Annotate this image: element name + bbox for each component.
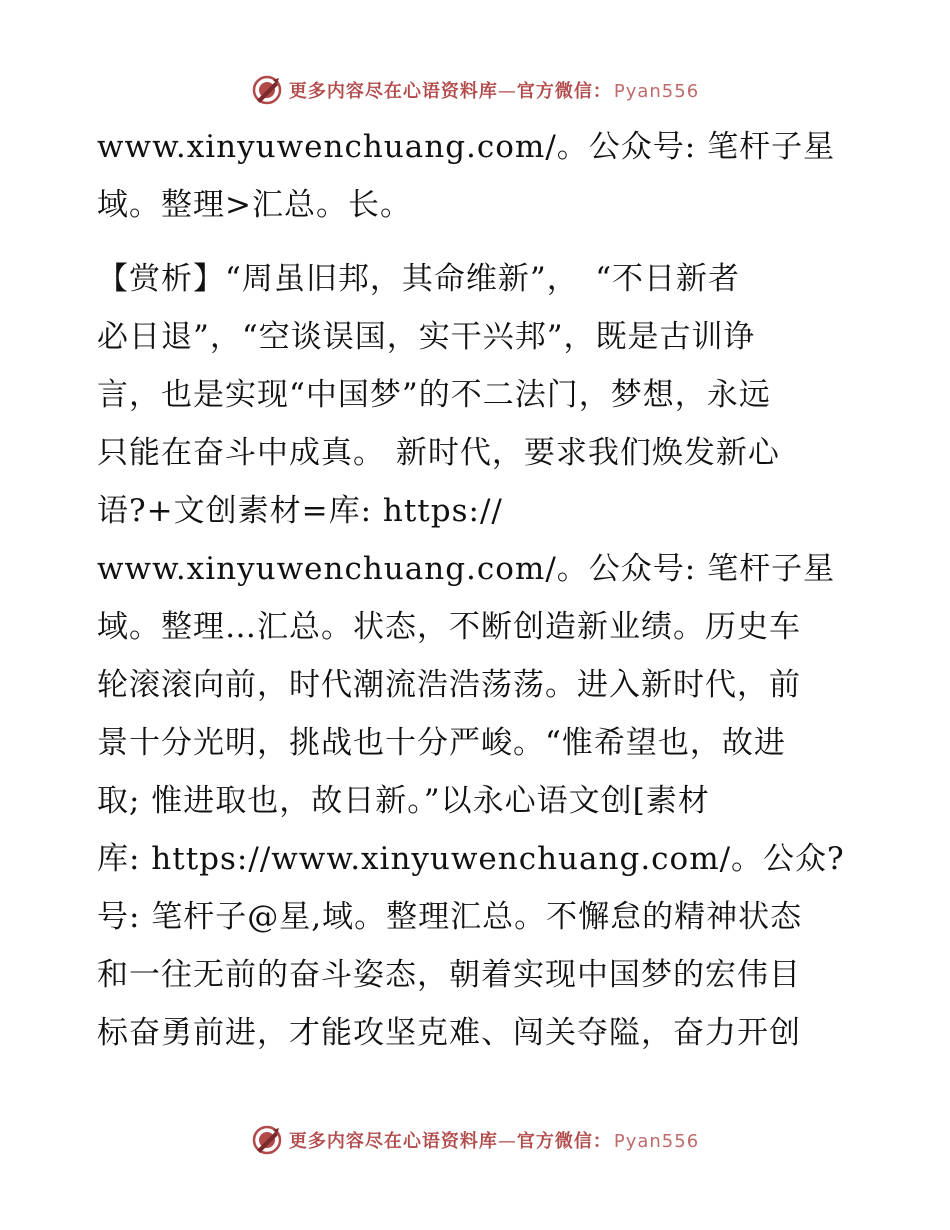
text-line: 只能在奋斗中成真。 新时代，要求我们焕发新心	[97, 435, 780, 471]
text-line: 标奋勇前进，才能攻坚克难、闯关夺隘，奋力开创	[97, 1015, 801, 1051]
header-account: Pyan556	[613, 81, 700, 102]
text-line: 库: https://www.xinyuwenchuang.com/。公众?	[97, 841, 845, 877]
footer-separator: —	[497, 1131, 517, 1152]
header-brand: 更多内容尽在心语资料库	[288, 81, 498, 102]
quill-pen-circle-icon	[251, 74, 283, 106]
header-banner	[0, 70, 950, 110]
text-line: 域。整理>汇总。长。	[97, 187, 412, 223]
text-line: 【赏析】“周虽旧邦，其命维新”， “不日新者	[97, 261, 741, 297]
text-line: 必日退”，“空谈误国，实干兴邦”，既是古训诤	[97, 319, 756, 355]
quill-pen-circle-icon	[251, 1124, 283, 1156]
header-wechat-label: 官方微信：	[516, 81, 612, 102]
text-line: 言，也是实现“中国梦”的不二法门，梦想，永远	[97, 377, 771, 413]
text-line: 轮滚滚向前，时代潮流浩浩荡荡。进入新时代，前	[97, 667, 801, 703]
footer-brand: 更多内容尽在心语资料库	[288, 1131, 498, 1152]
paragraph-gap	[97, 234, 857, 250]
document-body	[97, 118, 857, 1062]
footer-account: Pyan556	[613, 1131, 700, 1152]
text-line: 景十分光明，挑战也十分严峻。“惟希望也，故进	[97, 725, 786, 761]
text-line: www.xinyuwenchuang.com/。公众号: 笔杆子星	[97, 551, 836, 587]
footer-wechat-label: 官方微信：	[516, 1131, 612, 1152]
footer-banner	[0, 1120, 950, 1160]
text-line: 和一往无前的奋斗姿态，朝着实现中国梦的宏伟目	[97, 957, 801, 993]
text-line: 域。整理…汇总。状态，不断创造新业绩。历史车	[97, 609, 801, 645]
text-line: 语?+文创素材=库: https://	[97, 493, 503, 529]
header-separator: —	[497, 81, 517, 102]
header-text	[289, 77, 699, 103]
text-line: 号: 笔杆子@星,域。整理汇总。不懈怠的精神状态	[97, 899, 803, 935]
footer-text	[289, 1127, 699, 1153]
text-line: www.xinyuwenchuang.com/。公众号: 笔杆子星	[97, 129, 836, 165]
text-line: 取; 惟进取也，故日新。”以永心语文创[素材	[97, 783, 710, 819]
